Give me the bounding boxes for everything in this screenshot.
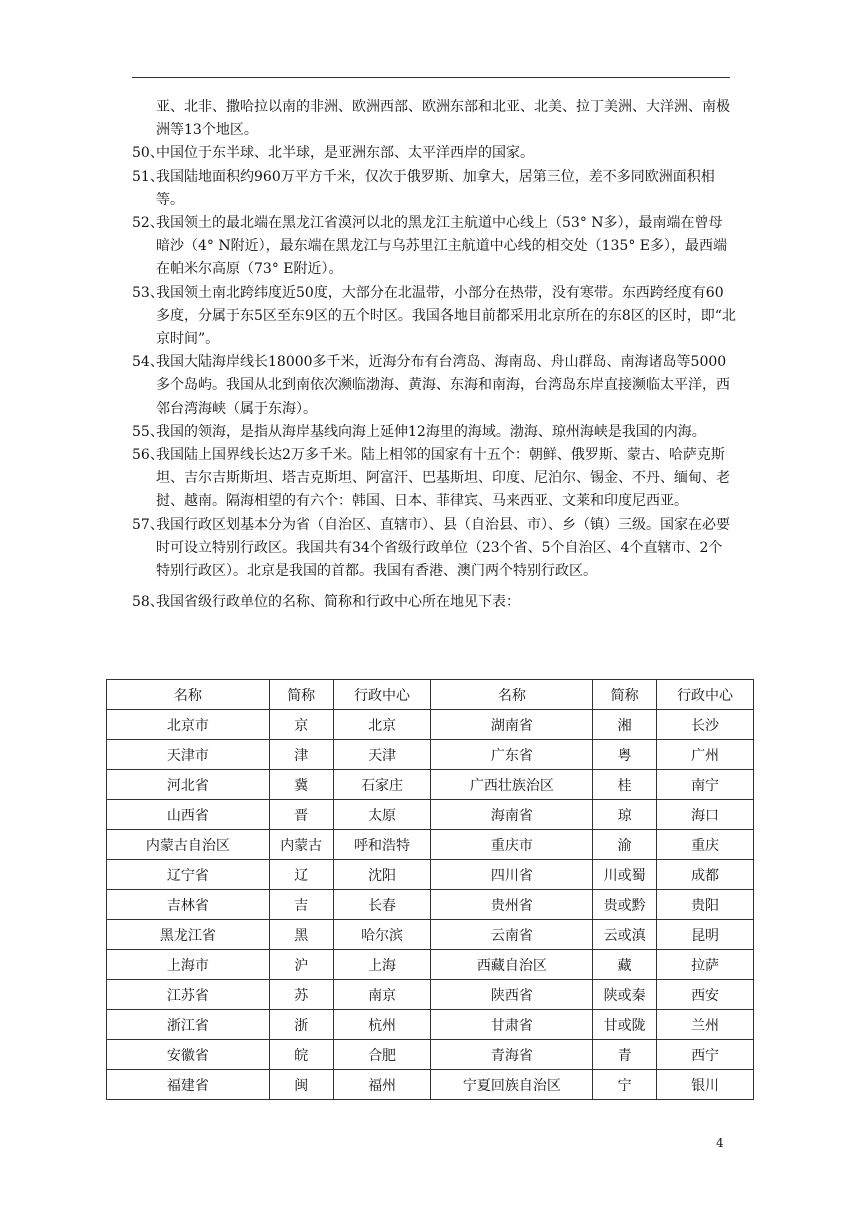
table-cell: 皖 — [269, 1040, 333, 1070]
table-cell: 重庆 — [657, 830, 754, 860]
paragraph-57 — [132, 514, 736, 584]
table-row — [107, 1010, 754, 1040]
table-cell: 广州 — [657, 740, 754, 770]
table-cell: 渝 — [593, 830, 657, 860]
table-row — [107, 710, 754, 740]
table-cell: 四川省 — [431, 860, 593, 890]
column-header: 简称 — [269, 680, 333, 710]
paragraph-54 — [132, 351, 736, 421]
paragraph-number: 55、 — [132, 423, 164, 440]
table-cell: 山西省 — [107, 800, 270, 830]
table-cell: 陕西省 — [431, 980, 593, 1010]
paragraph-text: 我国大陆海岸线长18000多千米，近海分布有台湾岛、海南岛、舟山群岛、南海诸岛等5000多个岛屿。我国从北到南依次濒临渤海、黄海、东海和南海，台湾岛东岸直接濒临太平洋，西邻台湾海峡（属于东海）。 — [156, 354, 730, 417]
column-header: 行政中心 — [333, 680, 431, 710]
table-row — [107, 920, 754, 950]
paragraph-text: 我国陆上国界线长达2万多千米。陆上相邻的国家有十五个：朝鲜、俄罗斯、蒙古、哈萨克斯坦、吉尔吉斯斯坦、塔吉克斯坦、阿富汗、巴基斯坦、印度、尼泊尔、锡金、不丹、缅甸、老挝、越南。隔海相望的有六个：韩国、日本、菲律宾、马来西亚、文莱和印度尼西亚。 — [156, 447, 730, 510]
table-cell: 青 — [593, 1040, 657, 1070]
paragraph-text: 我国领土南北跨纬度近50度，大部分在北温带，小部分在热带，没有寒带。东西跨经度有60多度，分属于东5区至东9区的五个时区。我国各地目前都采用北京所在的东8区的区时，即“北京时间”。 — [156, 284, 736, 348]
table-cell: 湖南省 — [431, 710, 593, 740]
column-header: 简称 — [593, 680, 657, 710]
table-cell: 内蒙古自治区 — [107, 830, 270, 860]
paragraph-text: 中国位于东半球、北半球，是亚洲东部、太平洋西岸的国家。 — [156, 145, 534, 162]
paragraph-51 — [132, 166, 736, 212]
document-body — [132, 96, 736, 614]
paragraph-text: 我国的领海，是指从海岸基线向海上延伸12海里的海域。渤海、琼州海峡是我国的内海。 — [156, 423, 706, 440]
table-cell: 哈尔滨 — [333, 920, 431, 950]
table-cell: 北京 — [333, 710, 431, 740]
page-number: 4 — [716, 1136, 724, 1150]
paragraph-number: 58、 — [132, 594, 164, 611]
table-header-row — [107, 680, 754, 710]
table-row — [107, 800, 754, 830]
table-cell: 福建省 — [107, 1070, 270, 1100]
table-cell: 藏 — [593, 950, 657, 980]
table-cell: 长春 — [333, 890, 431, 920]
header-rule — [132, 77, 730, 78]
table-cell: 海南省 — [431, 800, 593, 830]
column-header: 行政中心 — [657, 680, 754, 710]
province-table — [106, 679, 754, 1100]
table-cell: 川或蜀 — [593, 860, 657, 890]
table-cell: 宁夏回族自治区 — [431, 1070, 593, 1100]
table-body — [107, 710, 754, 1100]
table-cell: 呼和浩特 — [333, 830, 431, 860]
table-cell: 冀 — [269, 770, 333, 800]
paragraph-text: 我国省级行政单位的名称、简称和行政中心所在地见下表： — [156, 594, 520, 611]
paragraph-55 — [132, 421, 736, 444]
table-cell: 西藏自治区 — [431, 950, 593, 980]
table-cell: 拉萨 — [657, 950, 754, 980]
table-cell: 贵阳 — [657, 890, 754, 920]
table-cell: 上海 — [333, 950, 431, 980]
table-cell: 晋 — [269, 800, 333, 830]
table-row — [107, 1070, 754, 1100]
table-cell: 津 — [269, 740, 333, 770]
paragraph-50 — [132, 142, 736, 165]
column-header: 名称 — [107, 680, 270, 710]
table-cell: 琼 — [593, 800, 657, 830]
table-cell: 宁 — [593, 1070, 657, 1100]
column-header: 名称 — [431, 680, 593, 710]
table-cell: 苏 — [269, 980, 333, 1010]
table-cell: 浙江省 — [107, 1010, 270, 1040]
table-cell: 昆明 — [657, 920, 754, 950]
table-cell: 云南省 — [431, 920, 593, 950]
table-cell: 甘肃省 — [431, 1010, 593, 1040]
table-cell: 杭州 — [333, 1010, 431, 1040]
table-row — [107, 740, 754, 770]
table-cell: 西宁 — [657, 1040, 754, 1070]
paragraph-53 — [132, 282, 736, 352]
table-cell: 成都 — [657, 860, 754, 890]
table-row — [107, 860, 754, 890]
table-cell: 粤 — [593, 740, 657, 770]
table-row — [107, 980, 754, 1010]
table-cell: 海口 — [657, 800, 754, 830]
table-cell: 福州 — [333, 1070, 431, 1100]
table-cell: 桂 — [593, 770, 657, 800]
table-cell: 银川 — [657, 1070, 754, 1100]
table-cell: 吉林省 — [107, 890, 270, 920]
paragraph-56 — [132, 444, 736, 514]
table-cell: 甘或陇 — [593, 1010, 657, 1040]
paragraph-text: 我国领土的最北端在黑龙江省漠河以北的黑龙江主航道中心线上（53° N多），最南端在曾母暗沙（4° N附近），最东端在黑龙江与乌苏里江主航道中心线的相交处（135° E多），最西端在帕米尔高原（73° E附近）。 — [156, 215, 727, 278]
paragraph-number: 51、 — [132, 168, 164, 185]
table-cell: 天津 — [333, 740, 431, 770]
table-cell: 河北省 — [107, 770, 270, 800]
table-cell: 吉 — [269, 890, 333, 920]
paragraph-number: 57、 — [132, 516, 164, 533]
paragraph-number: 50、 — [132, 145, 164, 162]
table-cell: 安徽省 — [107, 1040, 270, 1070]
table-cell: 黑 — [269, 920, 333, 950]
table-cell: 江苏省 — [107, 980, 270, 1010]
table-cell: 南京 — [333, 980, 431, 1010]
table-cell: 陕或秦 — [593, 980, 657, 1010]
table-cell: 合肥 — [333, 1040, 431, 1070]
table-cell: 南宁 — [657, 770, 754, 800]
table-row — [107, 1040, 754, 1070]
table-row — [107, 950, 754, 980]
table-cell: 贵州省 — [431, 890, 593, 920]
table-cell: 太原 — [333, 800, 431, 830]
paragraph-number: 54、 — [132, 354, 164, 371]
table-cell: 云或滇 — [593, 920, 657, 950]
table-cell: 广西壮族治区 — [431, 770, 593, 800]
table-cell: 内蒙古 — [269, 830, 333, 860]
table-cell: 北京市 — [107, 710, 270, 740]
table-cell: 贵或黔 — [593, 890, 657, 920]
table-cell: 闽 — [269, 1070, 333, 1100]
table-cell: 沪 — [269, 950, 333, 980]
table-cell: 上海市 — [107, 950, 270, 980]
table-cell: 兰州 — [657, 1010, 754, 1040]
table-cell: 浙 — [269, 1010, 333, 1040]
table-cell: 西安 — [657, 980, 754, 1010]
table-cell: 湘 — [593, 710, 657, 740]
paragraph-continued: 亚、北非、撒哈拉以南的非洲、欧洲西部、欧洲东部和北亚、北美、拉丁美洲、大洋洲、南极洲等13个地区。 — [156, 99, 730, 139]
table-cell: 广东省 — [431, 740, 593, 770]
table-row — [107, 830, 754, 860]
table-cell: 辽宁省 — [107, 860, 270, 890]
table-cell: 青海省 — [431, 1040, 593, 1070]
table-cell: 天津市 — [107, 740, 270, 770]
table-cell: 长沙 — [657, 710, 754, 740]
table-cell: 重庆市 — [431, 830, 593, 860]
table-cell: 辽 — [269, 860, 333, 890]
paragraph-52 — [132, 212, 736, 282]
table-row — [107, 770, 754, 800]
paragraph-number: 52、 — [132, 215, 164, 232]
paragraph-number: 53、 — [132, 284, 164, 301]
paragraph-number: 56、 — [132, 447, 164, 464]
table-cell: 石家庄 — [333, 770, 431, 800]
table-cell: 京 — [269, 710, 333, 740]
paragraph-58 — [132, 591, 736, 614]
table-cell: 沈阳 — [333, 860, 431, 890]
paragraph-text: 我国陆地面积约960万平方千米，仅次于俄罗斯、加拿大，居第三位，差不多同欧洲面积相等。 — [156, 168, 715, 208]
table-cell: 黑龙江省 — [107, 920, 270, 950]
table-row — [107, 890, 754, 920]
paragraph-text: 我国行政区划基本分为省（自治区、直辖市）、县（自治县、市）、乡（镇）三级。国家在必要时可设立特别行政区。我国共有34个省级行政单位（23个省、5个自治区、4个直辖市、2个特别行政区）。北京是我国的首都。我国有香港、澳门两个特别行政区。 — [156, 516, 730, 580]
